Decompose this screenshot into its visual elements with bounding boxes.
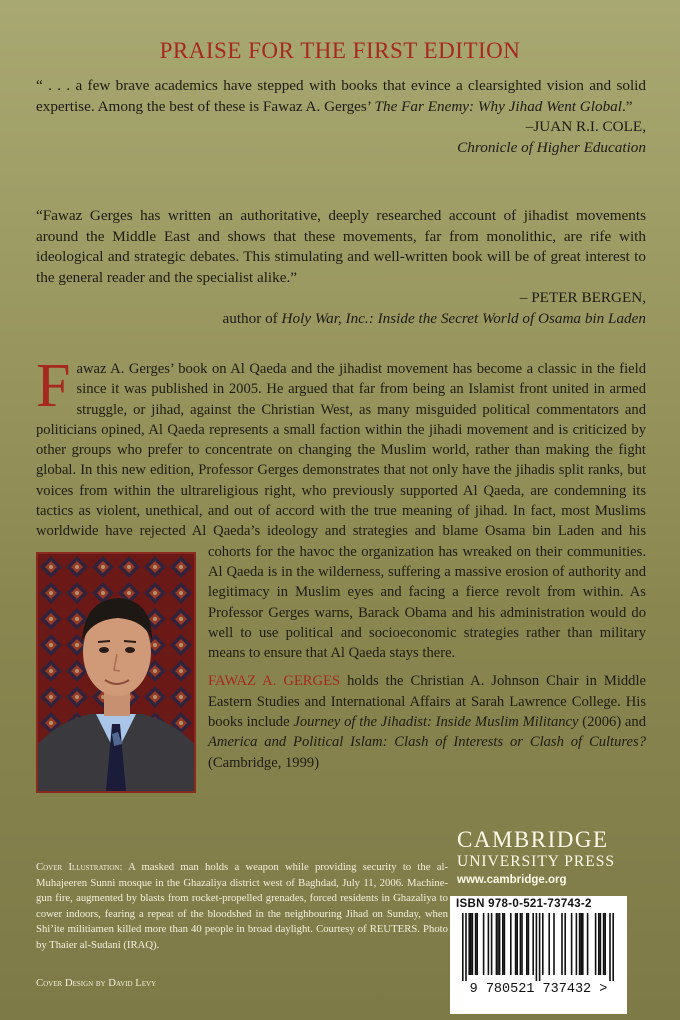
publisher-name: CAMBRIDGE: [457, 827, 609, 852]
quote-bergen-text: “Fawaz Gerges has written an authoritative, deeply researched account of jihadist movements around the Middle East and shows that these movements, far from monolithic, are rife with ideological and strategic debates. This stimulating and well-written book will be of great interest to the general reader and the specialist alike.”: [36, 207, 646, 286]
description-text-part2: Laden and his cohorts for the havoc the organization has wreaked on their communities. Al Qaeda is in the wilderness, suffering a massive erosion of authority and legitimacy in Muslim eyes and facing a fierce revolt from within. As Professor Gerges warns, Barack Obama and his administration would do well to use political and socioeconomic strategies rather than military means to ensure that Al Qaeda stays there.: [208, 523, 646, 662]
barcode-bar: [496, 913, 498, 975]
barcode-bar: [499, 913, 501, 975]
barcode-bar: [609, 913, 611, 981]
barcode-bar: [521, 913, 523, 975]
barcode-bar: [462, 913, 464, 981]
barcode-bar: [595, 913, 597, 975]
isbn-barcode: [450, 896, 627, 1014]
barcode-bar: [542, 913, 544, 975]
barcode-bar: [497, 913, 499, 975]
author-book-1: Journey of the Jihadist: Inside Muslim Militancy: [293, 714, 579, 731]
description-text-part1: awaz A. Gerges’ book on Al Qaeda and the jihadist movement has become a classic in the field since it was published in 2005. He argued that far from being an Islamist front united in armed struggle, or jihad, against the Christian West, as many misguided political commentators and politicians opined, Al Qaeda represents a small faction within the jihadi movement and is criticized by other groups who prefer to concentrate on changing the Muslim world, rather than making the fight global. In this new edition, Professor Gerges demonstrates that not only have the jihadis split ranks, but voices from within the ultrareligious right, who previously supported Al Qaeda, are condemning its tactics as violent, unethical, and out of accord with the true meaning of jihad. In fact, most Muslims worldwide have rejected Al Qaeda’s ideology and strategies and blame Osama bin: [36, 361, 646, 540]
barcode-bar: [470, 913, 472, 975]
barcode-bar: [516, 913, 518, 975]
barcode-bar: [475, 913, 477, 975]
barcode-number: 9 780521 737432 >: [469, 982, 608, 997]
barcode-bar: [488, 913, 490, 975]
barcode-bar: [548, 913, 550, 975]
barcode-bar: [520, 913, 522, 975]
cover-illustration-credit: Cover Illustration: A masked man holds a weapon while providing security to the al-Muhajeeren Sunni mosque in the Ghazaliya district west of Baghdad, July 11, 2006. Machine-gun fire, augmented by blasts from rocket-propelled grenades, forced residents in Ghazaliya to cower indoors, fearing a repeat of the bloodshed in the neighbouring Jihad on Sunday, when Shi’ite militiamen killed more than 40 people in broad daylight. Courtesy of REUTERS. Photo by Thaier al-Sudani (IRAQ).: [36, 861, 448, 951]
author-name: FAWAZ A. GERGES: [208, 673, 341, 690]
barcode-bar: [504, 913, 506, 975]
publisher-logo: [457, 828, 637, 886]
barcode-bar: [571, 913, 573, 975]
barcode-bar: [587, 913, 589, 975]
barcode-bar: [536, 913, 538, 981]
author-book-2: America and Political Islam: Clash of Interests or Clash of Cultures?: [208, 734, 646, 751]
barcode-bars: [456, 913, 621, 981]
barcode-bar: [598, 913, 600, 975]
barcode-bar: [603, 913, 605, 975]
barcode-bar: [604, 913, 606, 975]
barcode-bar: [491, 913, 493, 975]
cover-design-credit: Cover Design by David Levy: [36, 977, 157, 989]
quote-cole-source: Chronicle of Higher Education: [457, 138, 646, 156]
barcode-bar: [582, 913, 584, 975]
quote-cole-text: “ . . . a few brave academics have stepped with books that evince a clearsighted vision and solid expertise. Among the best of these is Fawaz A. Gerges’ The Far Enemy: Why Jihad Went Global.”: [36, 77, 646, 115]
quote-bergen-source: author of Holy War, Inc.: Inside the Secret World of Osama bin Laden: [222, 309, 646, 327]
quote-bergen-author: – PETER BERGEN,: [519, 289, 646, 306]
isbn-text: ISBN 978-0-521-73743-2: [456, 898, 592, 910]
barcode-bar: [561, 913, 563, 975]
cover-illustration-label: Cover Illustration:: [36, 861, 123, 873]
book-description: [36, 352, 647, 793]
barcode-bar: [612, 913, 614, 981]
barcode-bar: [564, 913, 566, 975]
barcode-bar: [526, 913, 528, 975]
publisher-url: www.cambridge.org: [457, 874, 567, 886]
quote-cole: [36, 76, 646, 158]
barcode-bar: [600, 913, 602, 975]
section-heading: PRAISE FOR THE FIRST EDITION: [159, 38, 521, 63]
barcode-bar: [483, 913, 485, 975]
cover-designer-name: David Levy: [108, 977, 157, 989]
quote-bergen: [36, 206, 646, 329]
barcode-bar: [532, 913, 534, 975]
barcode-bar: [576, 913, 578, 975]
barcode-bar: [515, 913, 517, 975]
drop-cap: F: [36, 352, 71, 420]
author-bio: FAWAZ A. GERGES holds the Christian A. Johnson Chair in Middle Eastern Studies and International Affairs at Sarah Lawrence College. His books include Journey of the Jihadist: Inside Muslim Militancy (2006) and America and Political Islam: Clash of Interests or Clash of Cultures? (Cambridge, 1999): [208, 673, 647, 771]
barcode-bar: [539, 913, 541, 981]
barcode-bar: [468, 913, 470, 975]
barcode-bar: [502, 913, 504, 975]
barcode-bar: [476, 913, 478, 975]
quote-cole-author: –JUAN R.I. COLE,: [525, 118, 646, 135]
barcode-bar: [510, 913, 512, 975]
barcode-bar: [465, 913, 467, 981]
barcode-bar: [580, 913, 582, 975]
barcode-bar: [553, 913, 555, 975]
barcode-bar: [528, 913, 530, 975]
author-photo: [36, 552, 196, 793]
barcode-bar: [472, 913, 474, 975]
author-portrait-image: [38, 554, 194, 791]
publisher-subname: UNIVERSITY PRESS: [457, 853, 615, 870]
quote-cole-book-title: The Far Enemy: Why Jihad Went Global: [374, 97, 622, 115]
barcode-bar: [579, 913, 581, 975]
